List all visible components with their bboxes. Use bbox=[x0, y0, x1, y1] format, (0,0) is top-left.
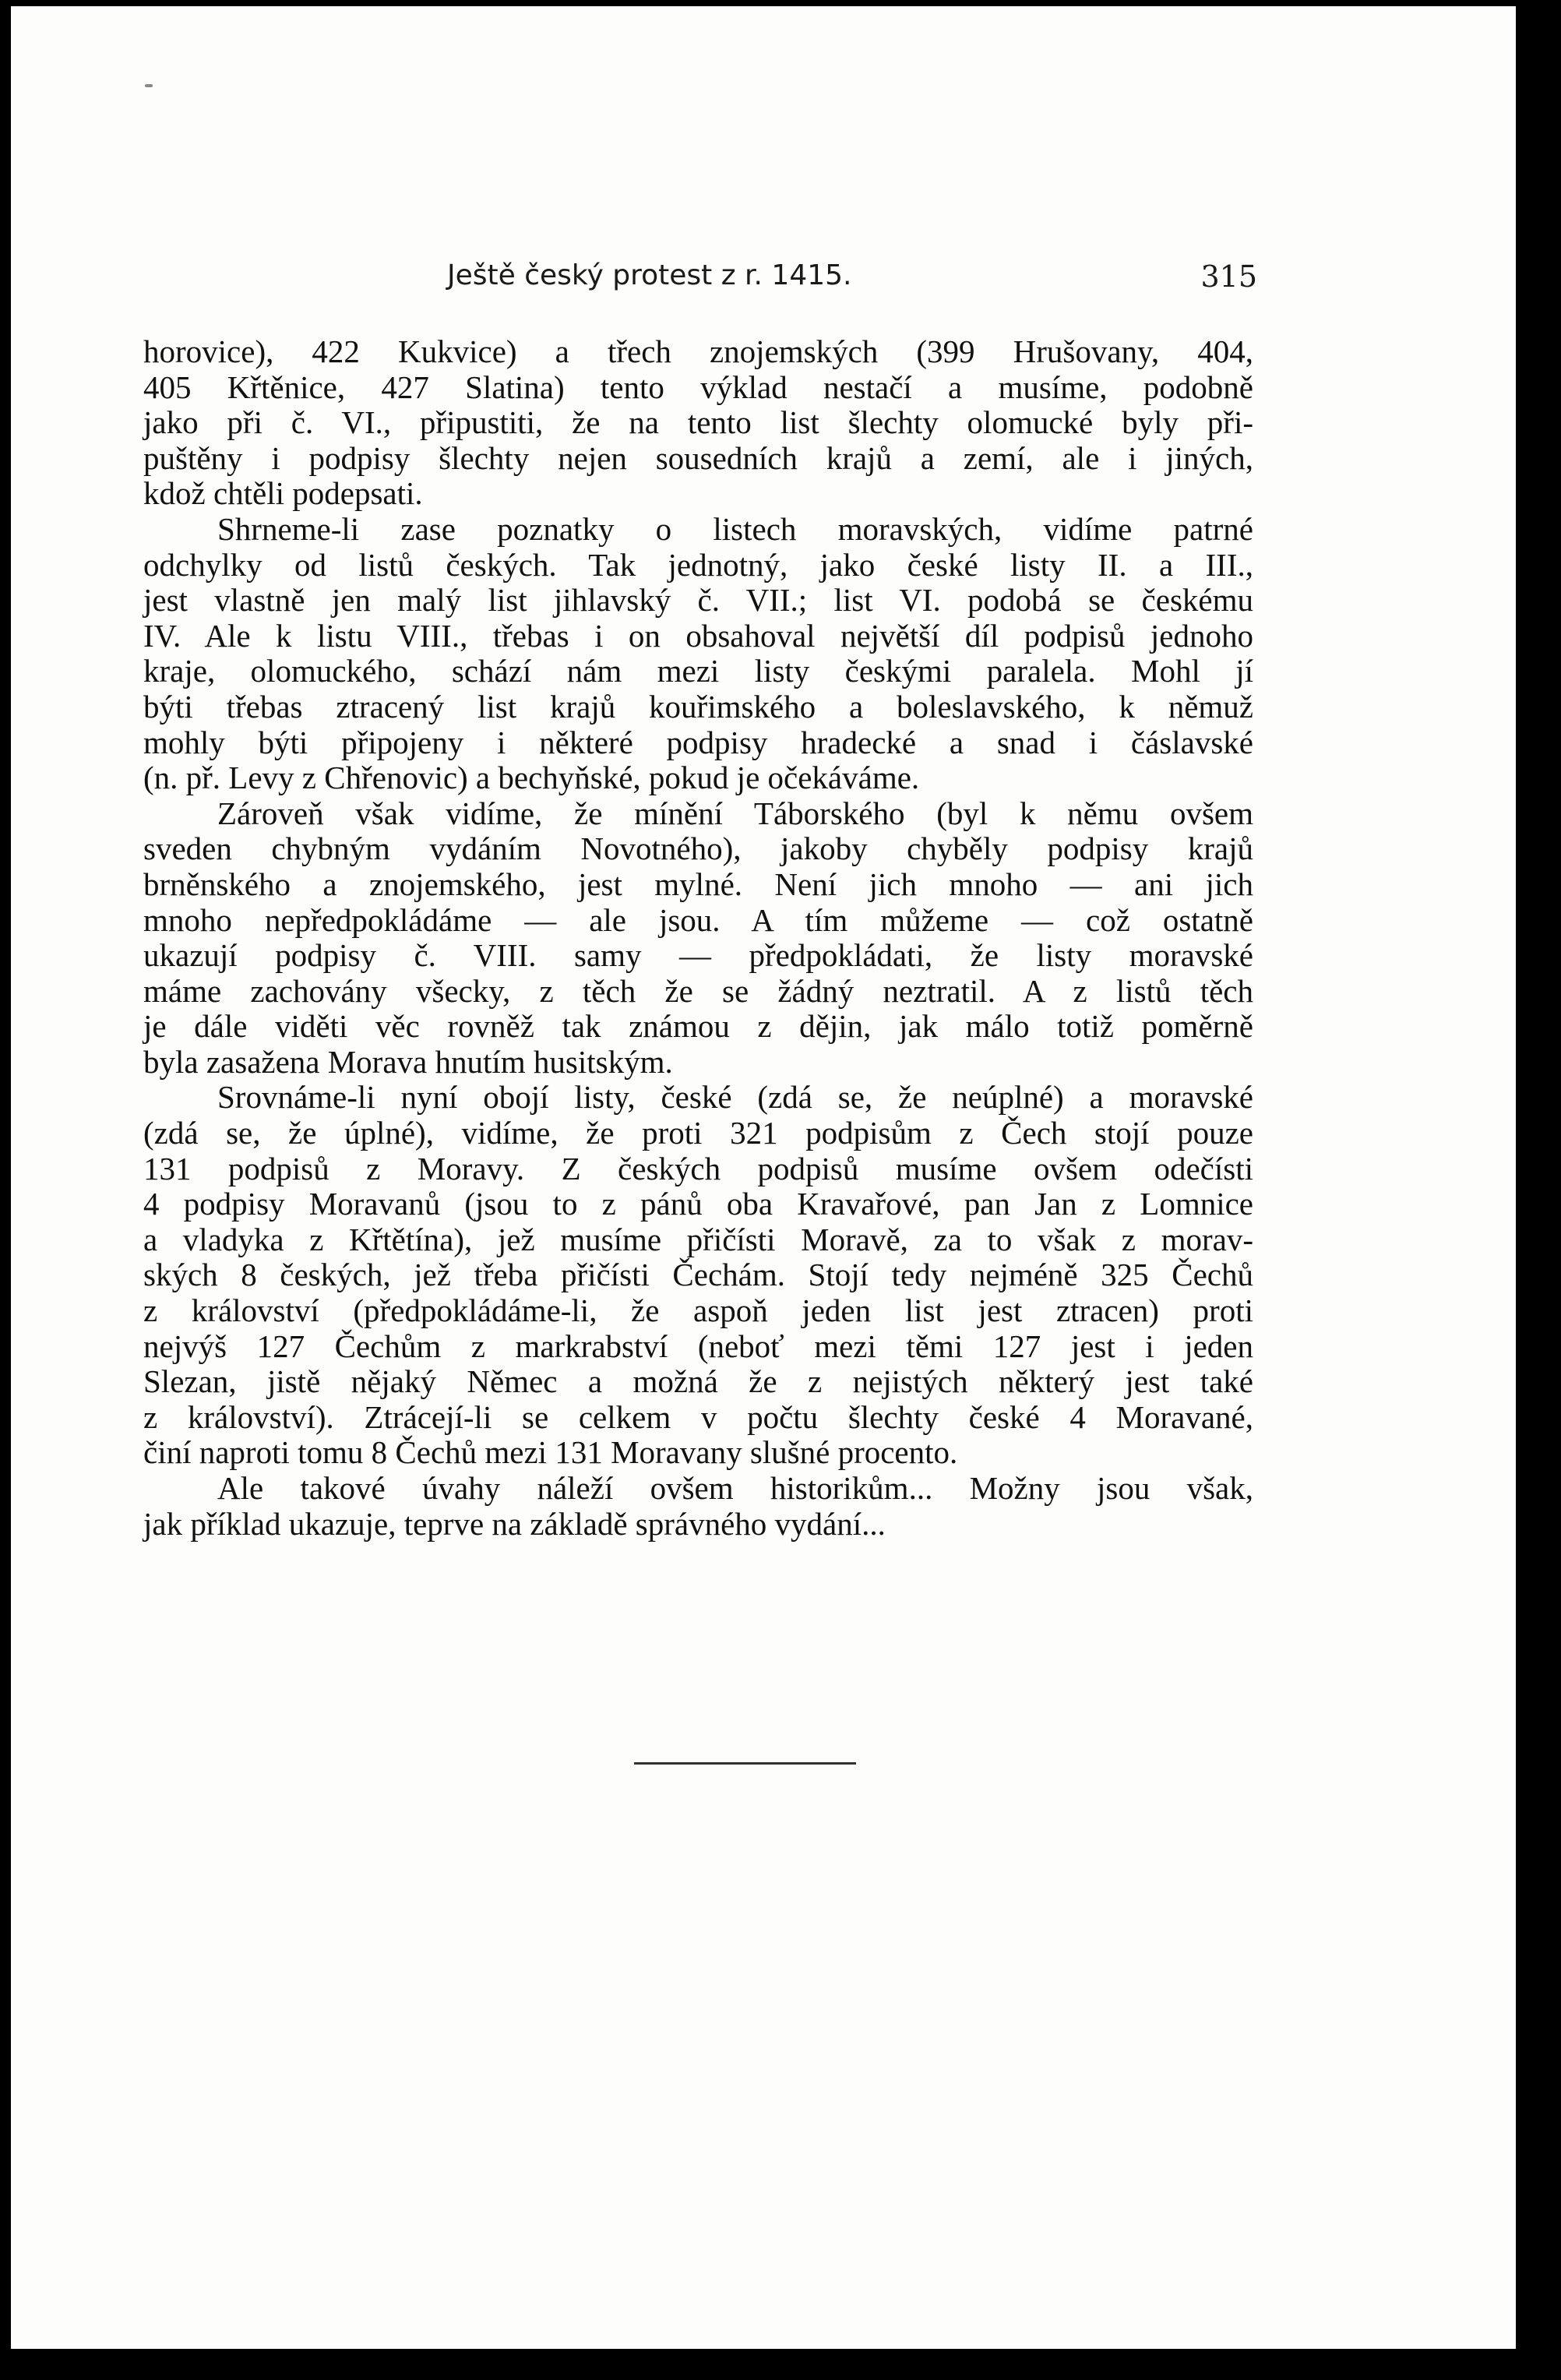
scanned-page bbox=[11, 6, 1516, 2349]
text-line: 4 podpisy Moravanů (jsou to z pánů oba Kravařové, pan Jan z Lomnice bbox=[143, 1186, 1253, 1222]
text-line: 405 Křtěnice, 427 Slatina) tento výklad nestačí a musíme, podobně bbox=[143, 368, 1253, 405]
text-line: Shrneme-li zase poznatky o listech moravských, vidíme patrné bbox=[217, 510, 1253, 547]
text-line: Slezan, jistě nějaký Němec a možná že z nejistých některý jest také bbox=[143, 1363, 1253, 1400]
text-line: nejvýš 127 Čechům z markrabství (neboť mezi těmi 127 jest i jeden bbox=[143, 1328, 1253, 1364]
text-line: (n. př. Levy z Chřenovic) a bechyňské, pokud je očekáváme. bbox=[143, 760, 920, 796]
text-line: 131 podpisů z Moravy. Z českých podpisů musíme ovšem odečísti bbox=[143, 1150, 1253, 1186]
text-line: horovice), 422 Kukvice) a třech znojemských (399 Hrušovany, 404, bbox=[143, 333, 1253, 369]
text-line: Srovnáme-li nyní obojí listy, české (zdá se, že neúplné) a moravské bbox=[217, 1079, 1253, 1116]
text-line: IV. Ale k listu VIII., třebas i on obsahoval největší díl podpisů jednoho bbox=[143, 617, 1253, 654]
running-title: Ještě český protest z r. 1415. bbox=[447, 259, 852, 291]
text-line: jest vlastně jen malý list jihlavský č. VII.; list VI. podobá se českému bbox=[143, 582, 1253, 619]
text-line: a vladyka z Křtětína), jež musíme přičísti Moravě, za to však z morav- bbox=[143, 1221, 1253, 1257]
text-line: z království). Ztrácejí-li se celkem v počtu šlechty české 4 Moravané, bbox=[143, 1398, 1253, 1435]
text-line: mnoho nepředpokládáme — ale jsou. A tím můžeme — což ostatně bbox=[143, 901, 1253, 938]
text-line: kdož chtěli podepsati. bbox=[143, 475, 423, 512]
text-line: máme zachovány všecky, z těch že se žádný neztratil. A z listů těch bbox=[143, 972, 1253, 1009]
text-line: kraje, olomuckého, schází nám mezi listy českými paralela. Mohl jí bbox=[143, 653, 1253, 689]
text-line: odchylky od listů českých. Tak jednotný, jako české listy II. a III., bbox=[143, 546, 1253, 583]
text-line: býti třebas ztracený list krajů kouřimského a boleslavského, k němuž bbox=[143, 688, 1253, 725]
text-line: (zdá se, že úplné), vidíme, že proti 321 podpisům z Čech stojí pouze bbox=[143, 1115, 1253, 1151]
end-rule bbox=[634, 1762, 856, 1765]
body-text bbox=[143, 334, 1253, 1542]
text-line: jako při č. VI., připustiti, že na tento list šlechty olomucké byly při- bbox=[143, 404, 1253, 441]
scan-speck bbox=[145, 84, 153, 87]
text-line: sveden chybným vydáním Novotného), jakoby chyběly podpisy krajů bbox=[143, 830, 1253, 867]
text-line: byla zasažena Morava hnutím husitským. bbox=[143, 1043, 673, 1080]
text-line: jak příklad ukazuje, teprve na základě správného vydání... bbox=[143, 1505, 886, 1542]
text-line: Zároveň však vidíme, že mínění Táborského (byl k němu ovšem bbox=[217, 795, 1253, 831]
text-line: z království (předpokládáme-li, že aspoň jeden list jest ztracen) proti bbox=[143, 1292, 1253, 1329]
text-line: ských 8 českých, jež třeba přičísti Čechám. Stojí tedy nejméně 325 Čechů bbox=[143, 1257, 1253, 1293]
text-line: Ale takové úvahy náleží ovšem historikům... Možny jsou však, bbox=[217, 1470, 1253, 1506]
text-line: brněnského a znojemského, jest mylné. Není jich mnoho — ani jich bbox=[143, 866, 1253, 902]
page-number: 315 bbox=[1200, 259, 1257, 294]
text-line: činí naproti tomu 8 Čechů mezi 131 Moravany slušné procento. bbox=[143, 1434, 958, 1471]
text-line: je dále viděti věc rovněž tak známou z dějin, jak málo totiž poměrně bbox=[143, 1008, 1253, 1045]
running-header bbox=[447, 259, 1257, 306]
text-line: puštěny i podpisy šlechty nejen sousedních krajů a zemí, ale i jiných, bbox=[143, 439, 1253, 476]
text-line: ukazují podpisy č. VIII. samy — předpokládati, že listy moravské bbox=[143, 937, 1253, 974]
text-line: mohly býti připojeny i některé podpisy hradecké a snad i čáslavské bbox=[143, 724, 1253, 760]
